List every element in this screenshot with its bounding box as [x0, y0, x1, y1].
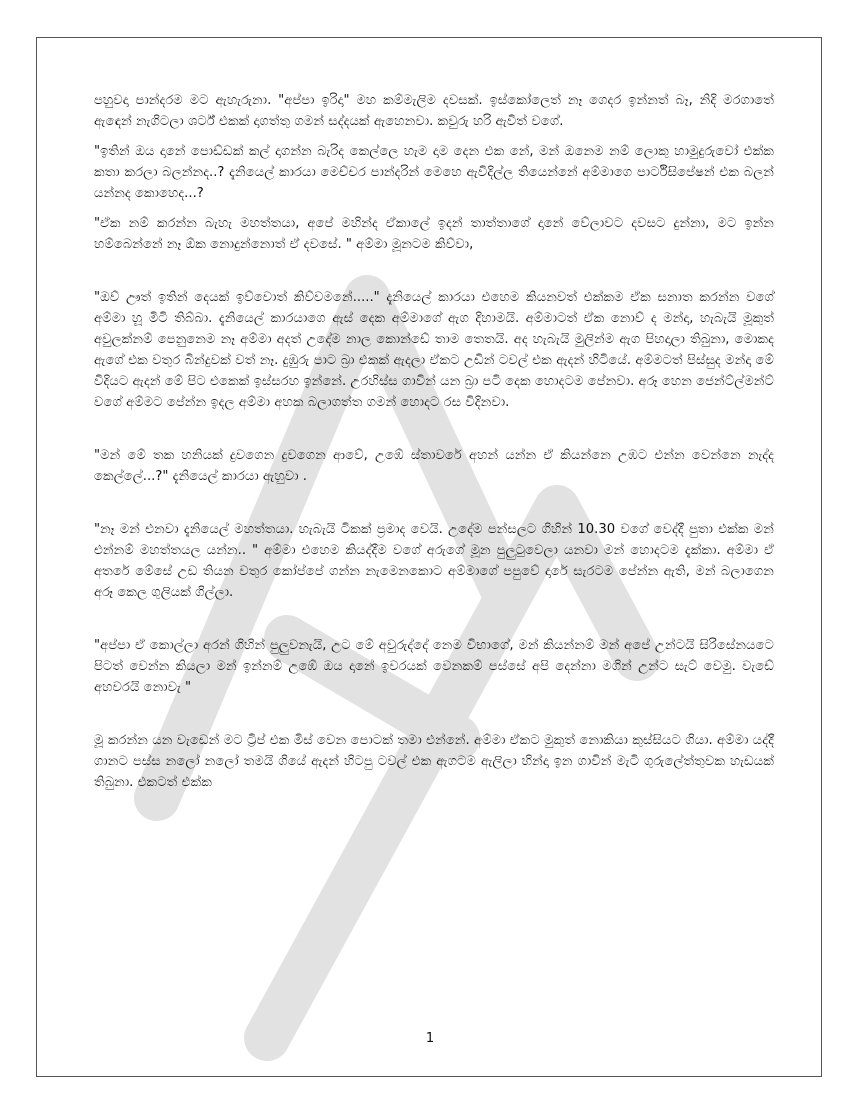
paragraph-2: "ඉතින් ඔය දානේ පොඩ්ඩක් කල් දාගන්න බැරිද කෙල්ලෙ හැම දාම දෙන එක නේ, මන් ඔනෙම නම් ලොකු හාමුදුරුවෝ එක්ක කතා කරලා බලන්නද..? දැනියෙල් කාරයා මෙච්චර පාන්දරින් මෙහෙ ඇවිදිල්ල තියෙන්නේ අම්මාගෙ පාර්ටිසිපේෂන් එක බලන් යන්නද කොහෙද...? — [94, 144, 774, 201]
paragraph-1: පහුවදා පාන්දරම මට ඇහැරුනා. "අප්පා ඉරිදා" මහ කම්මැලිම දවසක්. ඉස්කෝලෙත් නෑ ගෙදර ඉන්නත් බෑ, නිදි මරගාතේ ඇඳෙන් නැගිටලා ශර්ට් එකක් දාගත්තු ගමන් සද්දයක් ඇහෙනවා. කවුරු හරි ඇවිත් වගේ. — [94, 93, 774, 129]
paragraph-8: මූ කරන්න යන වැඩෙන් මට ට්‍රිප් එක මිස් වෙන පොටක් තමා එන්නේ. අම්මා ඒකට මුකුත් නොකියා කුස්සියට ගියා. අම්මා යද්දී ගානට පස්ස නලෝ නලෝ තමයි ගියේ ඇදන් හිටපු ටවල් එක ඇගටම ඇලිලා හින්දා ඉන ගාවින් මැටි ගුරුලේත්තුවක හැඩයක් තිබුනා. එකටත් එක්ක — [94, 733, 774, 790]
document-page — [36, 37, 822, 1077]
page-number: 1 — [425, 1031, 435, 1046]
paragraph-4: "ඔව් ඌත් ඉතින් දෙයක් ඉව්වොත් කිව්වමනේ....." දැනියෙල් කාරයා එහෙම කියනවත් එක්කම ඒක සනාත කරන්න වගේ අම්මා හූ මිටි තිබ්බා. දැනියෙල් කාරයාගෙ ඇස් දෙක අම්මාගේ ඇග දිහාමයි. අම්මාටත් ඒක නොව් ද මන්දා, හැබැයි මූකුත් අවුලක්නම් පෙනුනෙම නෑ අම්මා අදත් උදේම නාල කොන්ඩේ තාම තෙතයි. අද හැබැයි මුලින්ම ඇග පිහදාලා තිබුනා, මොකද ඇගේ එක වතුර බින්දුවක් වත් නෑ. දුඹුරු පාට බ්‍රා එකක් ඇදලා ඒකට උඩින් ටවල් එක ඇදන් හිටියේ. අම්මටත් පිස්සුද මන්දා මේ විදියට ඇදන් මේ පිට එකෙක් ඉස්සරහ ඉන්නේ. උරහිස්ස ගාවින් යන බ්‍රා පටි දෙක හොදටම පේනවා. අරූ හෙන ජෙන්ට්ල්මන්ට් වගේ අම්මට පේන්න ඉදල අම්මා අහක බලාගත්ත ගමන් හොදට රස විදිනවා. — [94, 290, 774, 410]
paragraph-5: "මන් මේ තක හනියක් දුවගෙන දුවගෙන ආවේ, උඹේ ස්තාවරේ අහන් යන්න ඒ කියන්නෙ උඹට එන්න වෙන්නෙ නැද්ද කෙල්ලේ...?" දැනියෙල් කාරයා ඇහුවා . — [94, 448, 774, 484]
paragraph-7: "අප්පා ඒ කොල්ලා අරන් ගිහින් පුලුවනැයි, උට මේ අවුරුද්දේ නෙම විභාගේ, මන් කියන්නම් මන් අපේ උන්ටයි සිරිසේනයටෙ පිටත් වෙන්න කියලා මන් ඉන්නම් උඹේ ඔය දානේ ඉවරයක් වෙනකම් පස්සේ අපි දෙන්නා මගින් උන්ට සැට් වෙමු. වැඩේ අහවරයි නොවැ " — [94, 638, 774, 695]
paragraph-6: "නෑ මන් එනවා දැනියෙල් මහත්තයා. හැබැයි ටිකක් ප්‍රමාද වෙයි. උදේම පන්සලට ගිහින් 10.30 වගේ වෙද්දී පුතා එක්ක මන් එන්නම් මහත්තයල යන්න.. " අම්මා එහෙම කියද්දීම වගේ අරුගේ මූන පුලුටුවෙලා යනවා මන් හොදටම දැක්කා. අම්මා ඒ අතරේ මේසේ උඩ තියන වතුර කෝප්පේ ගන්න නැමෙනකොට අම්මාගේ පපුවේ දාරේ සැරටම පේන්න ඇති, මන් බලාගෙන අරූ කෙල ගුලියක් ගිල්ලා. — [94, 522, 774, 600]
document-body — [94, 90, 774, 793]
paragraph-3: "ඒක නම් කරන්න බැහැ මහත්තයා, අපේ මහින්ද ඒකාලේ ඉදන් තාත්තාගේ දානේ වේලාවට දවසට දුන්නා, මට ඉන්න හම්බෙන්නේ නෑ ඕක නොදුන්නොත් ඒ දවසේ. " අම්මා මූනටම කිව්වා, — [94, 216, 774, 252]
